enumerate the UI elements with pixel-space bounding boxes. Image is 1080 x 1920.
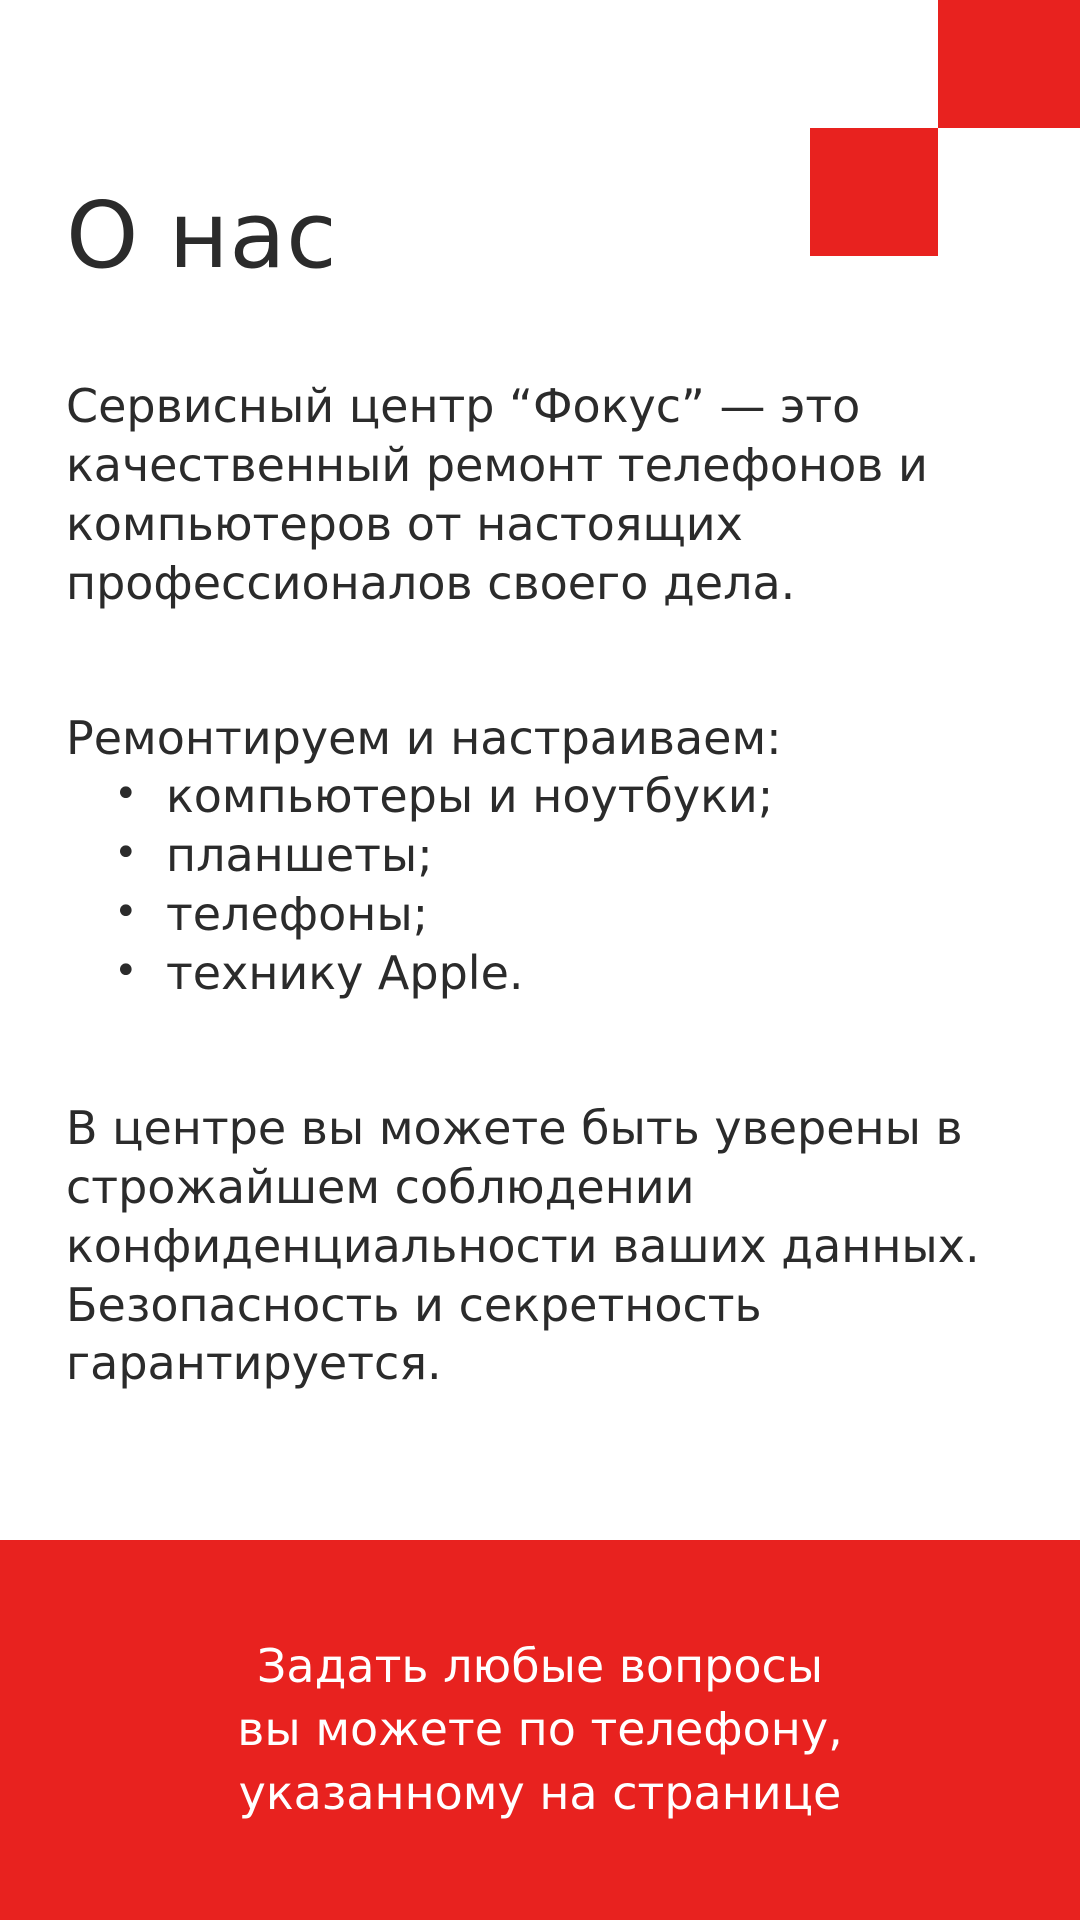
footer-line: вы можете по телефону,	[237, 1702, 843, 1757]
closing-paragraph: В центре вы можете быть уверены в строжайшем соблюдении конфиденциальности ваших данных. Безопасность и секретность гарантируется.	[66, 1100, 980, 1391]
services-list	[66, 767, 1014, 1003]
list-item	[66, 885, 1014, 944]
footer-banner	[0, 1540, 1080, 1920]
intro-paragraph: Сервисный центр “Фокус” — это качественный ремонт телефонов и компьютеров от настоящих профессионалов своего дела.	[66, 379, 928, 610]
page-title: О нас	[66, 182, 338, 289]
services-lead-in: Ремонтируем и настраиваем:	[66, 710, 782, 765]
list-item-label: планшеты;	[166, 828, 433, 883]
bullet-icon: •	[114, 771, 138, 818]
footer-line: Задать любые вопросы	[256, 1638, 824, 1693]
list-item	[66, 944, 1014, 1003]
footer-line: указанному на странице	[238, 1765, 842, 1820]
bullet-icon: •	[114, 948, 138, 994]
bullet-icon: •	[114, 830, 138, 877]
list-item-label: телефоны;	[166, 887, 429, 942]
list-item-label: технику Apple.	[166, 946, 524, 1000]
list-item	[66, 767, 1014, 826]
list-item	[66, 826, 1014, 885]
bullet-icon: •	[114, 889, 138, 936]
list-item-label: компьютеры и ноутбуки;	[166, 769, 774, 824]
